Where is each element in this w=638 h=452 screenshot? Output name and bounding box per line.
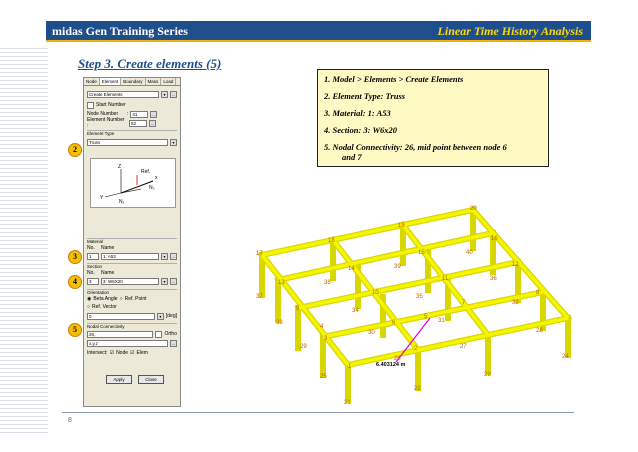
svg-text:23: 23 xyxy=(484,372,491,378)
step-marker-3: 3 xyxy=(68,250,82,264)
chevron-down-icon[interactable]: ▾ xyxy=(161,253,168,260)
slide-title: Step 3. Create elements (5) xyxy=(78,56,222,71)
tab-boundary[interactable]: Boundary xyxy=(121,78,145,85)
coordinate-button[interactable]: … xyxy=(171,340,176,346)
material-group: Material xyxy=(87,238,177,244)
svg-text:5: 5 xyxy=(424,314,428,320)
tab-node[interactable]: Node xyxy=(84,78,100,85)
start-number-label: Start Number xyxy=(96,102,126,108)
svg-text:13: 13 xyxy=(278,280,285,286)
svg-text:Y: Y xyxy=(100,195,104,201)
section-select[interactable]: 3: W6X20 xyxy=(101,278,159,285)
instruction-4: 4. Section: 3: W6x20 xyxy=(324,125,398,135)
start-number-checkbox[interactable] xyxy=(87,102,94,109)
instruction-3: 3. Material: 1: A53 xyxy=(324,108,391,118)
more-button[interactable]: … xyxy=(171,91,176,97)
svg-text:32: 32 xyxy=(512,300,519,306)
svg-text:36: 36 xyxy=(490,276,497,282)
svg-text:26: 26 xyxy=(394,356,401,362)
instruction-2: 2. Element Type: Truss xyxy=(324,91,406,101)
svg-text:39: 39 xyxy=(394,264,401,270)
header-bar xyxy=(46,21,591,42)
ref-vector-label: Ref. Vector xyxy=(92,304,117,310)
svg-text:10: 10 xyxy=(372,290,379,296)
intersect-label: Intersect: xyxy=(87,350,108,356)
nodal-connectivity-group: Nodal Connectivity xyxy=(87,323,177,329)
footer-divider xyxy=(62,412,574,413)
svg-text:8: 8 xyxy=(536,290,540,296)
section-more-button[interactable]: … xyxy=(171,278,176,284)
svg-text:Z: Z xyxy=(118,164,122,170)
ref-point-label: Ref. Point xyxy=(124,296,147,302)
command-select[interactable]: Create Elements xyxy=(87,91,159,98)
svg-text:Ref.: Ref. xyxy=(141,169,151,175)
svg-text:30: 30 xyxy=(368,330,375,336)
svg-text:7: 7 xyxy=(462,300,466,306)
element-number-button[interactable]: … xyxy=(150,120,155,126)
svg-text:12: 12 xyxy=(512,262,519,268)
svg-text:15: 15 xyxy=(418,250,425,256)
close-button[interactable]: Close xyxy=(138,375,164,384)
angle-unit: [deg] xyxy=(165,313,177,319)
svg-text:34: 34 xyxy=(352,308,359,314)
svg-text:19: 19 xyxy=(398,223,405,229)
node-number-button[interactable]: … xyxy=(151,111,156,117)
svg-text:22: 22 xyxy=(414,386,421,392)
node-check-label: Node xyxy=(116,350,129,356)
series-title: midas Gen Training Series xyxy=(52,24,188,38)
decorative-strip xyxy=(0,45,48,435)
chevron-down-icon[interactable]: ▾ xyxy=(161,278,168,285)
svg-text:17: 17 xyxy=(256,251,263,257)
material-more-button[interactable]: … xyxy=(171,253,176,259)
chevron-down-icon[interactable]: ▾ xyxy=(170,139,177,146)
svg-text:38: 38 xyxy=(324,280,331,286)
step-marker-5: 5 xyxy=(68,323,82,337)
material-no-field[interactable]: 1 xyxy=(87,253,99,260)
ortho-label: Ortho xyxy=(164,331,177,337)
tab-element[interactable]: Element xyxy=(100,78,122,85)
svg-text:N₂: N₂ xyxy=(149,185,155,191)
instruction-5-cont: and 7 xyxy=(342,152,362,162)
section-name-label: Name xyxy=(101,270,115,276)
svg-text:20: 20 xyxy=(470,206,477,212)
check-icon[interactable]: ☑ xyxy=(109,350,115,356)
step-marker-2: 2 xyxy=(68,143,82,157)
svg-text:6: 6 xyxy=(392,320,396,326)
radio-icon[interactable]: ◉ xyxy=(87,296,92,302)
nodal-connectivity-field[interactable]: 26, xyxy=(87,331,153,338)
element-number-field[interactable]: 52 xyxy=(129,120,147,127)
section-group: Section xyxy=(87,263,177,269)
svg-text:29: 29 xyxy=(300,344,307,350)
svg-text:21: 21 xyxy=(344,400,351,406)
chevron-down-icon[interactable]: ▾ xyxy=(161,91,168,98)
beta-angle-label: Beta Angle xyxy=(93,296,118,302)
step-marker-4: 4 xyxy=(68,275,82,289)
structure-model xyxy=(248,200,588,410)
apply-button[interactable]: Apply xyxy=(106,375,132,384)
node-number-label: Node Number xyxy=(87,111,119,117)
section-no-label: No. xyxy=(87,270,95,276)
instruction-1: 1. Model > Elements > Create Elements xyxy=(324,74,464,84)
svg-text:3: 3 xyxy=(324,336,328,342)
distance-readout: 6.403124 m xyxy=(376,362,406,368)
svg-text:x: x xyxy=(155,175,158,181)
material-name-label: Name xyxy=(101,245,115,251)
chevron-down-icon[interactable]: ▾ xyxy=(157,313,164,320)
instruction-box xyxy=(317,69,549,167)
node-number-field[interactable]: 41 xyxy=(130,111,148,118)
instruction-5: 5. Nodal Connectivity: 26, mid point between node 6 xyxy=(324,142,507,152)
dialog-tabs xyxy=(84,78,180,86)
tab-load[interactable]: Load xyxy=(161,78,176,85)
material-no-label: No. xyxy=(87,245,95,251)
material-select[interactable]: 1: A53 xyxy=(101,253,159,260)
create-elements-dialog: Node Element Boundary Mass Load Create Elements ▾ … Start Number Node Number : 41 … Element Number : 52 … Element Type Truss ▾ Y Z Ref. x N₂ N₁ Material No. Name 1 1: A53 ▾ … Section No. Name 3 3: W6X20 ▾ … Orientation ◉ Beta Angle ○ Ref. Point ○ Ref. Vector 0 ▾ [deg] Nodal Connectivity 26, Ortho x,y,z … Intersect: ☑ Node ☑ Elem Apply Close xyxy=(83,77,181,407)
truss-diagram xyxy=(90,158,176,208)
section-no-field[interactable]: 3 xyxy=(87,278,99,285)
element-type-group: Element Type xyxy=(87,130,177,136)
radio-icon[interactable]: ○ xyxy=(87,304,91,310)
svg-text:9: 9 xyxy=(296,306,300,312)
svg-text:18: 18 xyxy=(328,238,335,244)
svg-text:24: 24 xyxy=(562,354,569,360)
svg-text:27: 27 xyxy=(460,344,467,350)
tab-mass[interactable]: Mass xyxy=(146,78,162,85)
svg-text:4: 4 xyxy=(320,324,324,330)
page-number: 8 xyxy=(68,417,72,424)
svg-text:28: 28 xyxy=(536,328,543,334)
radio-icon[interactable]: ○ xyxy=(119,296,123,302)
svg-text:2: 2 xyxy=(414,346,418,352)
svg-text:31: 31 xyxy=(438,318,445,324)
orientation-group: Orientation xyxy=(87,289,177,295)
svg-text:16: 16 xyxy=(491,236,498,242)
svg-text:14: 14 xyxy=(348,266,355,272)
check-icon[interactable]: ☑ xyxy=(130,350,135,356)
topic-title: Linear Time History Analysis xyxy=(437,24,583,38)
elem-check-label: Elem xyxy=(136,350,148,356)
angle-field[interactable]: 0 xyxy=(87,313,155,320)
svg-text:37: 37 xyxy=(256,294,263,300)
element-type-select[interactable]: Truss xyxy=(87,139,168,146)
svg-text:35: 35 xyxy=(416,294,423,300)
svg-text:11: 11 xyxy=(442,276,449,282)
element-number-label: Element Number : xyxy=(87,117,125,129)
svg-text:1: 1 xyxy=(348,364,352,370)
ortho-checkbox[interactable] xyxy=(155,331,162,338)
svg-text:40: 40 xyxy=(466,250,473,256)
svg-text:33: 33 xyxy=(276,320,283,326)
coordinate-field[interactable]: x,y,z xyxy=(87,340,168,347)
svg-text:25: 25 xyxy=(320,374,327,380)
svg-text:N₁: N₁ xyxy=(119,199,125,205)
